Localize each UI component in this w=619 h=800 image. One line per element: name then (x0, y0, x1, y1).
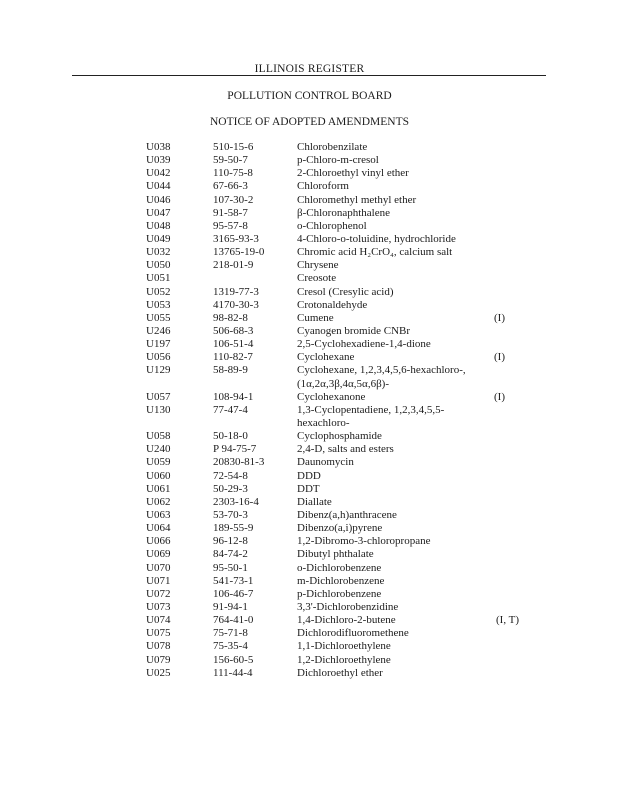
substance-name: Daunomycin (297, 456, 354, 469)
hazard-code: (I, T) (496, 614, 520, 627)
substance-name: DDT (297, 482, 320, 495)
cas-number: P 94-75-7 (213, 443, 257, 456)
table-row (0, 141, 619, 154)
waste-code: U078 (146, 640, 171, 653)
substance-name: Chlorobenzilate (297, 141, 368, 153)
waste-code: U061 (146, 482, 171, 495)
waste-code: U075 (146, 627, 171, 640)
waste-code: U052 (146, 285, 171, 298)
waste-code: U060 (146, 469, 171, 482)
substance-name: Crotonaldehyde (297, 298, 368, 311)
substance-name: Cyclohexane, 1,2,3,4,5,6-hexachloro-, (1α,2α,3β,4α,5α,6β)- (297, 364, 466, 390)
cas-number: 67-66-3 (213, 180, 248, 193)
cas-number: 84-74-2 (213, 548, 248, 561)
cas-number: 53-70-3 (213, 508, 248, 521)
substance-name: Chromic acid H₂CrO₄, calcium salt (297, 246, 453, 259)
substance-name: o-Chlorophenol (297, 219, 367, 232)
cas-number: 764-41-0 (213, 614, 254, 627)
table-row (0, 154, 619, 167)
cas-number: 58-89-9 (213, 364, 248, 377)
waste-code: U056 (146, 351, 171, 364)
table-row (0, 548, 619, 561)
substance-name: 2,4-D, salts and esters (297, 443, 394, 456)
waste-code: U053 (146, 298, 171, 311)
waste-code: U070 (146, 561, 171, 574)
table-row (0, 180, 619, 193)
substance-name: Diallate (297, 495, 332, 508)
substance-name: Cyclohexanone (297, 390, 366, 403)
table-row (0, 588, 619, 601)
cas-number: 110-82-7 (213, 351, 253, 364)
cas-number: 50-29-3 (213, 482, 248, 495)
waste-code: U046 (146, 193, 171, 206)
substance-name: p-Dichlorobenzene (297, 587, 382, 600)
cas-number: 111-44-4 (213, 666, 253, 679)
hazard-code: (I) (494, 351, 505, 364)
table-row (0, 522, 619, 535)
cas-number: 95-57-8 (213, 219, 248, 232)
cas-number: 72-54-8 (213, 469, 248, 482)
cas-number: 13765-19-0 (213, 246, 265, 259)
substance-name: Dibenz(a,h)anthracene (297, 508, 397, 521)
cas-number: 189-55-9 (213, 522, 254, 535)
waste-code: U240 (146, 443, 171, 456)
cas-number: 59-50-7 (213, 154, 248, 167)
hazard-code: (I) (494, 311, 505, 324)
table-row (0, 667, 619, 680)
substance-name: Dichloroethyl ether (297, 666, 383, 679)
substance-name: DDD (297, 469, 321, 482)
waste-code: U063 (146, 508, 171, 521)
substance-name: Chloromethyl methyl ether (297, 193, 417, 206)
cas-number: 75-35-4 (213, 640, 248, 653)
waste-code: U055 (146, 311, 171, 324)
cas-number: 106-51-4 (213, 338, 254, 351)
waste-code: U025 (146, 666, 171, 679)
substance-name: Cumene (297, 311, 334, 324)
substance-name: 2,5-Cyclohexadiene-1,4-dione (297, 338, 431, 351)
waste-code: U071 (146, 574, 171, 587)
substance-name: p-Chloro-m-cresol (297, 154, 379, 167)
cas-number: 110-75-8 (213, 167, 253, 180)
substance-name: Chloroform (297, 180, 349, 193)
table-row (0, 443, 619, 456)
table-row (0, 325, 619, 338)
waste-code: U129 (146, 364, 171, 377)
substance-name: 4-Chloro-o-toluidine, hydrochloride (297, 232, 456, 245)
board-name: POLLUTION CONTROL BOARD (227, 90, 392, 102)
notice-title: NOTICE OF ADOPTED AMENDMENTS (209, 116, 410, 128)
substance-name: Cyclohexane (297, 351, 355, 364)
cas-number: 91-58-7 (213, 206, 248, 219)
cas-number: 50-18-0 (213, 430, 248, 443)
table-row (0, 404, 619, 430)
substance-name: Dichlorodifluoromethene (297, 627, 409, 640)
substance-name: 2-Chloroethyl vinyl ether (297, 167, 409, 180)
waste-code: U044 (146, 180, 171, 193)
waste-code: U051 (146, 272, 171, 285)
table-row (0, 470, 619, 483)
cas-number: 20830-81-3 (213, 456, 265, 469)
cas-number: 4170-30-3 (213, 298, 259, 311)
substance-name: β-Chloronaphthalene (297, 206, 390, 219)
table-row (0, 312, 619, 325)
waste-code: U197 (146, 338, 171, 351)
cas-number: 3165-93-3 (213, 232, 259, 245)
substance-name: 3,3'-Dichlorobenzidine (297, 600, 399, 613)
table-row (0, 351, 619, 364)
table-row (0, 456, 619, 469)
waste-code: U058 (146, 430, 171, 443)
waste-code: U130 (146, 403, 171, 416)
table-row (0, 194, 619, 207)
table-row (0, 220, 619, 233)
waste-code: U072 (146, 587, 171, 600)
waste-code: U246 (146, 324, 171, 337)
substance-name: Cresol (Cresylic acid) (297, 285, 394, 298)
substance-name: Creosote (297, 272, 337, 285)
substance-name: Dibutyl phthalate (297, 548, 374, 561)
table-row (0, 562, 619, 575)
cas-number: 506-68-3 (213, 324, 254, 337)
cas-number: 77-47-4 (213, 403, 248, 416)
table-row (0, 509, 619, 522)
waste-code: U062 (146, 495, 171, 508)
substance-name: m-Dichlorobenzene (297, 574, 385, 587)
waste-code: U032 (146, 246, 171, 259)
substance-name: Dibenzo(a,i)pyrene (297, 522, 383, 535)
substance-name: Chrysene (297, 259, 339, 272)
cas-number: 75-71-8 (213, 627, 248, 640)
cas-number: 96-12-8 (213, 535, 248, 548)
waste-code: U069 (146, 548, 171, 561)
table-row (0, 430, 619, 443)
substance-name: 1,2-Dichloroethylene (297, 653, 391, 666)
table-row (0, 614, 619, 627)
table-row (0, 272, 619, 285)
waste-code: U049 (146, 232, 171, 245)
table-row (0, 286, 619, 299)
substance-name: 1,1-Dichloroethylene (297, 640, 391, 653)
table-row (0, 391, 619, 404)
waste-code: U042 (146, 167, 171, 180)
waste-code: U079 (146, 653, 171, 666)
waste-code: U064 (146, 522, 171, 535)
waste-code: U057 (146, 390, 171, 403)
waste-code: U059 (146, 456, 171, 469)
waste-code: U047 (146, 206, 171, 219)
cas-number: 2303-16-4 (213, 495, 259, 508)
cas-number: 98-82-8 (213, 311, 248, 324)
cas-number: 95-50-1 (213, 561, 248, 574)
table-row (0, 246, 619, 259)
substance-name: o-Dichlorobenzene (297, 561, 382, 574)
waste-code: U074 (146, 614, 171, 627)
header-rule (72, 75, 546, 76)
register-title: ILLINOIS REGISTER (254, 63, 365, 75)
table-row (0, 627, 619, 640)
cas-number: 1319-77-3 (213, 285, 259, 298)
cas-number: 91-94-1 (213, 600, 248, 613)
table-row (0, 496, 619, 509)
table-row (0, 207, 619, 220)
cas-number: 510-15-6 (213, 141, 254, 153)
table-row (0, 167, 619, 180)
cas-number: 106-46-7 (213, 587, 254, 600)
waste-code: U038 (146, 141, 171, 153)
substance-name: 1,4-Dichloro-2-butene (297, 614, 396, 627)
hazard-code: (I) (494, 390, 505, 403)
cas-number: 156-60-5 (213, 653, 254, 666)
table-row (0, 233, 619, 246)
substance-name: Cyclophosphamide (297, 430, 382, 443)
cas-number: 541-73-1 (213, 574, 254, 587)
table-row (0, 535, 619, 548)
substance-name: 1,2-Dibromo-3-chloropropane (297, 535, 431, 548)
waste-code: U066 (146, 535, 171, 548)
table-row (0, 601, 619, 614)
waste-code: U039 (146, 154, 171, 167)
table-row (0, 259, 619, 272)
waste-code: U073 (146, 600, 171, 613)
cas-number: 218-01-9 (213, 259, 254, 272)
table-row (0, 364, 619, 390)
table-row (0, 483, 619, 496)
table-row (0, 575, 619, 588)
cas-number: 107-30-2 (213, 193, 254, 206)
table-row (0, 299, 619, 312)
table-row (0, 640, 619, 653)
hazardous-waste-table (0, 141, 619, 680)
waste-code: U048 (146, 219, 171, 232)
substance-name: 1,3-Cyclopentadiene, 1,2,3,4,5,5-hexachloro- (297, 403, 445, 429)
waste-code: U050 (146, 259, 171, 272)
table-row (0, 654, 619, 667)
cas-number: 108-94-1 (213, 390, 254, 403)
table-row (0, 338, 619, 351)
substance-name: Cyanogen bromide CNBr (297, 324, 411, 337)
